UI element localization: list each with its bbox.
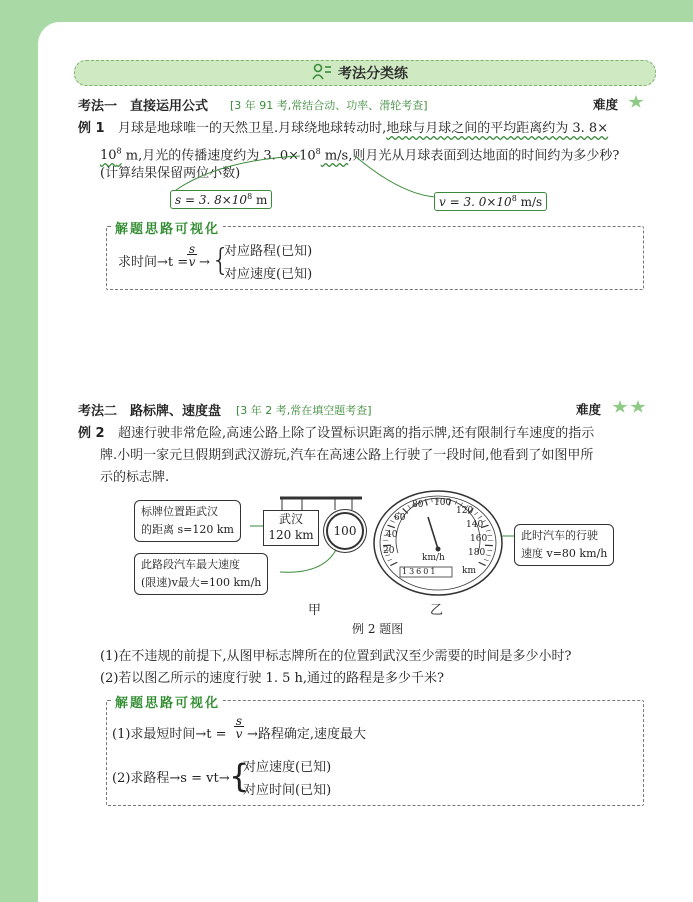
ann-right-2: 速度 v=80 km/h <box>521 545 607 563</box>
solution1-title: 解题思路可视化 <box>112 218 223 237</box>
example1-line1 <box>118 118 608 139</box>
figure-caption: 例 2 题图 <box>352 620 403 637</box>
section2-title: 考法二 路标牌、速度盘 <box>78 400 221 419</box>
frac-num: s <box>234 714 244 728</box>
solution1-arrow: → <box>199 252 210 273</box>
example1-speed-unit: m/s <box>321 148 349 163</box>
example1-line2-text: m,月光的传播速度约为 3. 0×10 <box>122 148 316 163</box>
annotation-distance <box>170 190 272 209</box>
gauge-tick-label-100: 100 <box>434 498 451 508</box>
solution1-lead: 求时间→t = <box>118 252 188 273</box>
solution2-line2-b: 对应时间(已知) <box>243 780 331 801</box>
solution2-line1-tail: →路程确定,速度最大 <box>247 724 366 745</box>
section1-title: 考法一 直接运用公式 <box>78 95 208 114</box>
solution2-frac <box>234 714 244 741</box>
section1-difficulty-label: 难度 <box>593 95 618 113</box>
ann-v-unit: m/s <box>517 195 542 209</box>
ann-s-exp: 8 <box>247 192 252 201</box>
example1-line1-text: 月球是地球唯一的天然卫星.月球绕地球转动时, <box>118 121 386 136</box>
figure-label-left: 甲 <box>308 600 321 621</box>
ann-v-exp: 8 <box>512 194 517 203</box>
example2-line2: 牌.小明一家元旦假期到武汉游玩,汽车在高速公路上行驶了一段时间,他看到了如图甲所 <box>100 445 593 466</box>
odometer: 13601 <box>402 567 437 576</box>
solution2-line2-lead: (2)求路程→s = vt→ <box>112 768 230 789</box>
gauge-tick-label-80: 80 <box>412 500 423 510</box>
solution2-line1-lead: (1)求最短时间→t = <box>112 724 227 745</box>
ann-right-1: 此时汽车的行驶 <box>521 527 607 545</box>
solution1-frac <box>187 242 197 269</box>
odometer-unit: km <box>462 566 476 576</box>
ann-s-unit: m <box>252 193 267 207</box>
gauge-tick-label-180: 180 <box>468 548 485 558</box>
solution1-line-a: 对应路程(已知) <box>224 241 312 262</box>
frac-den: v <box>234 726 244 741</box>
exp2: 8 <box>316 147 321 156</box>
example1-line2-tail: ,则月光从月球表面到达地面的时间约为多少秒? <box>348 148 619 163</box>
speed-limit-sign: 100 <box>326 512 364 550</box>
frac-den: v <box>187 254 197 269</box>
annotation-speed <box>434 192 547 211</box>
sign-dist: 120 km <box>264 527 318 543</box>
section2-difficulty-label: 难度 <box>576 400 601 418</box>
example2-line3: 示的标志牌. <box>100 467 169 488</box>
frac-num: s <box>187 242 197 256</box>
gauge-tick-label-40: 40 <box>386 530 397 540</box>
sign-city: 武汉 <box>264 511 318 527</box>
distance-sign <box>263 510 319 546</box>
solution2-box <box>106 700 644 806</box>
gauge-tick-label-20: 20 <box>383 546 394 556</box>
example1-line2-underlined <box>100 148 122 163</box>
ann-top-2: 的距离 s=120 km <box>141 521 234 539</box>
question-2: (2)若以图乙所示的速度行驶 1. 5 h,通过的路程是多少千米? <box>100 668 444 689</box>
solution1-line-b: 对应速度(已知) <box>224 264 312 285</box>
exp: 8 <box>117 147 122 156</box>
ann-s-text: s = 3. 8×10 <box>175 193 247 207</box>
gauge-tick-label-140: 140 <box>466 520 483 530</box>
example2-line1: 超速行驶非常危险,高速公路上除了设置标识距离的指示牌,还有限制行车速度的指示 <box>118 423 594 444</box>
gauge-unit: km/h <box>422 553 445 563</box>
example1-line1-underlined: 地球与月球之间的平均距离约为 3. 8× <box>386 121 608 136</box>
annotation-current-speed <box>514 524 614 566</box>
gauge-tick-label-60: 60 <box>394 513 405 523</box>
gauge-tick-label-120: 120 <box>456 506 473 516</box>
brace-icon: { <box>229 757 249 795</box>
example2-label: 例 2 <box>78 423 105 444</box>
solution2-line2-a: 对应速度(已知) <box>243 757 331 778</box>
ann-bottom-2: (限速)v最大=100 km/h <box>141 574 261 592</box>
question-1: (1)在不违规的前提下,从图甲标志牌所在的位置到武汉至少需要的时间是多少小时? <box>100 646 572 667</box>
section2-note: [3 年 2 考,常在填空题考查] <box>236 402 372 418</box>
exp-base: 10 <box>100 148 117 163</box>
annotation-speed-limit <box>134 553 268 595</box>
figure-label-right: 乙 <box>430 600 443 621</box>
example1-line3: (计算结果保留两位小数) <box>100 163 240 184</box>
banner-title: 考法分类练 <box>338 63 408 83</box>
example1-label: 例 1 <box>78 118 105 139</box>
gauge-tick-label-160: 160 <box>470 534 487 544</box>
ann-bottom-1: 此路段汽车最大速度 <box>141 556 261 574</box>
ann-top-1: 标牌位置距武汉 <box>141 503 234 521</box>
section1-note: [3 年 91 考,常结合动、功率、滑轮考查] <box>230 97 428 113</box>
ann-v-text: v = 3. 0×10 <box>439 195 512 209</box>
solution2-title: 解题思路可视化 <box>112 692 223 711</box>
brace-icon: { <box>211 243 230 279</box>
annotation-sign-distance <box>134 500 241 542</box>
person-book-icon <box>312 63 332 81</box>
